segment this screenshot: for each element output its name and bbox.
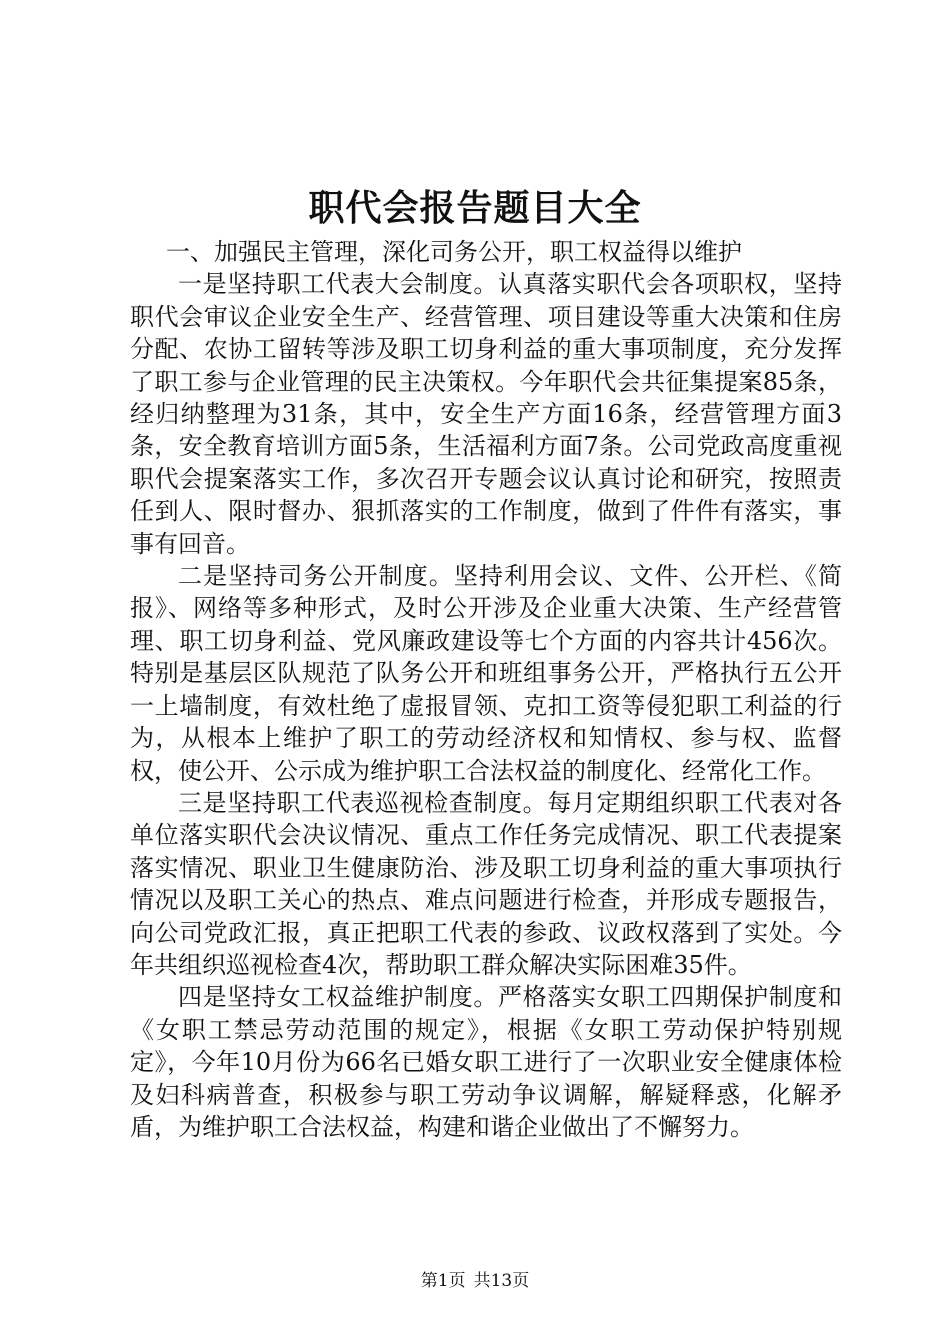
document-title: 职代会报告题目大全 [308,187,642,229]
page-total: 共13页 [473,1271,530,1291]
paragraph-3: 三是坚持职工代表巡视检查制度。每月定期组织职工代表对各单位落实职代会决议情况、重点工作任务完成情况、职工代表提案落实情况、职业卫生健康防治、涉及职工切身利益的重大事项执行情况以及职工关心的热点、难点问题进行检查，并形成专题报告，向公司党政汇报，真正把职工代表的参政、议政权落到了实处。今年共组织巡视检查4次，帮助职工群众解决实际困难35件。 [130,788,842,979]
paragraph-1: 一是坚持职工代表大会制度。认真落实职代会各项职权，坚持职代会审议企业安全生产、经营管理、项目建设等重大决策和住房分配、农协工留转等涉及职工切身利益的重大事项制度，充分发挥了职工参与企业管理的民主决策权。今年职代会共征集提案85条，经归纳整理为31条，其中，安全生产方面16条，经营管理方面3条，安全教育培训方面5条，生活福利方面7条。公司党政高度重视职代会提案落实工作，多次召开专题会议认真讨论和研究，按照责任到人、限时督办、狠抓落实的工作制度，做到了件件有落实，事事有回音。 [130,270,842,558]
section-heading: 一、加强民主管理，深化司务公开，职工权益得以维护 [166,238,742,266]
paragraph-4: 四是坚持女工权益维护制度。严格落实女职工四期保护制度和《女职工禁忌劳动范围的规定》，根据《女职工劳动保护特别规定》，今年10月份为66名已婚女职工进行了一次职业安全健康体检及妇科病普查，积极参与职工劳动争议调解，解疑释惑，化解矛盾，为维护职工合法权益，构建和谐企业做出了不懈努力。 [130,983,842,1141]
paragraph-2: 二是坚持司务公开制度。坚持利用会议、文件、公开栏、《简报》、网络等多种形式，及时公开涉及企业重大决策、生产经营管理、职工切身利益、党风廉政建设等七个方面的内容共计456次。特别是基层区队规范了队务公开和班组事务公开，严格执行五公开一上墙制度，有效杜绝了虚报冒领、克扣工资等侵犯职工利益的行为，从根本上维护了职工的劳动经济权和知情权、参与权、监督权，使公开、公示成为维护职工合法权益的制度化、经常化工作。 [130,562,842,785]
page-number: 第1页 [420,1271,466,1291]
page-footer [0,1269,950,1293]
document-body [130,236,842,1143]
